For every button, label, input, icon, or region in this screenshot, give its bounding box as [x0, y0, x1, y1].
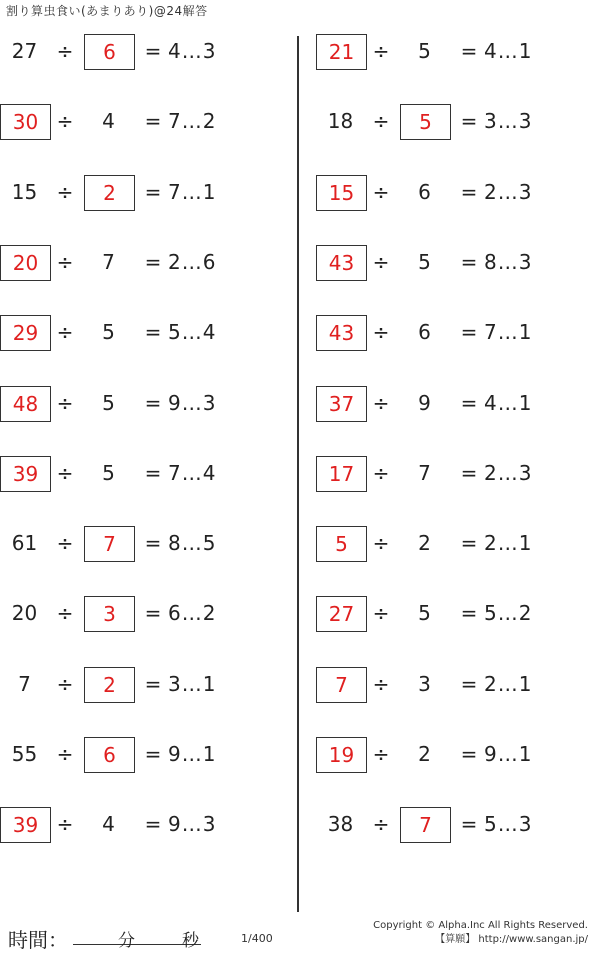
quotient-remainder: 7…1: [484, 320, 533, 344]
dividend: 55: [11, 742, 38, 766]
divisor: 7: [102, 250, 115, 274]
problem-row: [316, 456, 600, 492]
divisor: 4: [102, 812, 115, 836]
site-link[interactable]: 【算願】 http://www.sangan.jp/: [435, 934, 588, 945]
dividend-answer-box: 17: [316, 456, 367, 492]
equals-sign: =: [460, 601, 478, 625]
divide-sign: ÷: [56, 672, 74, 696]
problem-row: [316, 34, 600, 70]
divide-sign: ÷: [372, 461, 390, 485]
dividend-answer-box: 39: [0, 807, 51, 843]
quotient-remainder: 4…3: [168, 39, 217, 63]
quotient-remainder: 8…3: [484, 250, 533, 274]
divide-sign: ÷: [372, 391, 390, 415]
divide-sign: ÷: [372, 531, 390, 555]
problem-row: [316, 104, 600, 140]
divisor-answer-box: 7: [84, 526, 135, 562]
divide-sign: ÷: [372, 180, 390, 204]
problem-row: [316, 737, 600, 773]
dividend-answer-box: 5: [316, 526, 367, 562]
dividend: 20: [11, 601, 38, 625]
problem-row: [0, 596, 290, 632]
equals-sign: =: [460, 109, 478, 133]
equals-sign: =: [460, 180, 478, 204]
divide-sign: ÷: [372, 39, 390, 63]
dividend-answer-box: 21: [316, 34, 367, 70]
quotient-remainder: 3…3: [484, 109, 533, 133]
divide-sign: ÷: [56, 180, 74, 204]
divide-sign: ÷: [372, 320, 390, 344]
divisor-answer-box: 3: [84, 596, 135, 632]
divisor: 6: [418, 320, 431, 344]
divisor: 5: [102, 320, 115, 344]
dividend-answer-box: 48: [0, 386, 51, 422]
quotient-remainder: 9…1: [484, 742, 533, 766]
copyright-block: [373, 919, 588, 947]
quotient-remainder: 7…4: [168, 461, 217, 485]
problem-row: [0, 526, 290, 562]
dividend-answer-box: 43: [316, 245, 367, 281]
divisor-answer-box: 6: [84, 737, 135, 773]
divide-sign: ÷: [56, 461, 74, 485]
equals-sign: =: [460, 461, 478, 485]
divide-sign: ÷: [372, 601, 390, 625]
problem-row: [316, 175, 600, 211]
equals-sign: =: [460, 531, 478, 555]
problem-row: [0, 315, 290, 351]
problem-row: [316, 386, 600, 422]
divide-sign: ÷: [372, 109, 390, 133]
divisor-answer-box: 7: [400, 807, 451, 843]
equals-sign: =: [460, 742, 478, 766]
divisor-answer-box: 5: [400, 104, 451, 140]
problem-row: [0, 737, 290, 773]
quotient-remainder: 4…1: [484, 391, 533, 415]
quotient-remainder: 5…2: [484, 601, 533, 625]
problem-row: [0, 667, 290, 703]
equals-sign: =: [460, 39, 478, 63]
copyright-text: Copyright © Alpha.Inc All Rights Reserved.: [373, 920, 588, 931]
problem-row: [0, 245, 290, 281]
quotient-remainder: 2…3: [484, 180, 533, 204]
equals-sign: =: [144, 672, 162, 696]
divisor-answer-box: 6: [84, 34, 135, 70]
dividend-answer-box: 19: [316, 737, 367, 773]
quotient-remainder: 9…3: [168, 812, 217, 836]
equals-sign: =: [460, 320, 478, 344]
time-label: 時間：: [8, 928, 68, 952]
dividend: 7: [18, 672, 31, 696]
quotient-remainder: 3…1: [168, 672, 217, 696]
dividend-answer-box: 43: [316, 315, 367, 351]
quotient-remainder: 7…2: [168, 109, 217, 133]
quotient-remainder: 2…1: [484, 531, 533, 555]
dividend-answer-box: 15: [316, 175, 367, 211]
dividend: 18: [327, 109, 354, 133]
dividend: 27: [11, 39, 38, 63]
equals-sign: =: [144, 391, 162, 415]
divisor: 6: [418, 180, 431, 204]
divisor: 5: [418, 250, 431, 274]
divisor: 5: [102, 391, 115, 415]
divide-sign: ÷: [372, 250, 390, 274]
equals-sign: =: [460, 672, 478, 696]
minutes-label: 分: [118, 931, 135, 951]
divisor: 4: [102, 109, 115, 133]
dividend-answer-box: 39: [0, 456, 51, 492]
equals-sign: =: [144, 601, 162, 625]
dividend: 15: [11, 180, 38, 204]
quotient-remainder: 2…3: [484, 461, 533, 485]
equals-sign: =: [144, 742, 162, 766]
seconds-label: 秒: [182, 931, 199, 951]
problem-row: [0, 175, 290, 211]
divisor: 5: [418, 601, 431, 625]
divide-sign: ÷: [56, 250, 74, 274]
equals-sign: =: [144, 812, 162, 836]
page-number: 1/400: [241, 932, 273, 945]
quotient-remainder: 9…1: [168, 742, 217, 766]
divide-sign: ÷: [56, 109, 74, 133]
dividend-answer-box: 29: [0, 315, 51, 351]
divide-sign: ÷: [56, 39, 74, 63]
quotient-remainder: 6…2: [168, 601, 217, 625]
divisor: 3: [418, 672, 431, 696]
quotient-remainder: 5…4: [168, 320, 217, 344]
divisor-answer-box: 2: [84, 667, 135, 703]
problem-row: [0, 34, 290, 70]
quotient-remainder: 8…5: [168, 531, 217, 555]
problem-row: [0, 386, 290, 422]
quotient-remainder: 2…1: [484, 672, 533, 696]
divide-sign: ÷: [56, 531, 74, 555]
dividend: 61: [11, 531, 38, 555]
column-divider: [297, 36, 299, 912]
divide-sign: ÷: [372, 812, 390, 836]
equals-sign: =: [144, 39, 162, 63]
equals-sign: =: [460, 391, 478, 415]
divide-sign: ÷: [56, 812, 74, 836]
quotient-remainder: 4…1: [484, 39, 533, 63]
divisor: 2: [418, 742, 431, 766]
divide-sign: ÷: [56, 320, 74, 344]
dividend-answer-box: 20: [0, 245, 51, 281]
worksheet-title: 割り算虫食い(あまりあり)@24解答: [6, 4, 208, 18]
problem-row: [0, 104, 290, 140]
equals-sign: =: [144, 109, 162, 133]
divisor: 2: [418, 531, 431, 555]
problem-row: [316, 526, 600, 562]
problem-row: [316, 315, 600, 351]
equals-sign: =: [144, 180, 162, 204]
quotient-remainder: 2…6: [168, 250, 217, 274]
dividend-answer-box: 7: [316, 667, 367, 703]
divide-sign: ÷: [56, 391, 74, 415]
divisor: 9: [418, 391, 431, 415]
equals-sign: =: [460, 250, 478, 274]
problem-row: [0, 456, 290, 492]
equals-sign: =: [144, 461, 162, 485]
equals-sign: =: [460, 812, 478, 836]
problem-row: [316, 807, 600, 843]
divisor: 5: [418, 39, 431, 63]
problem-row: [316, 667, 600, 703]
divisor-answer-box: 2: [84, 175, 135, 211]
dividend-answer-box: 37: [316, 386, 367, 422]
problem-row: [0, 807, 290, 843]
divisor: 7: [418, 461, 431, 485]
quotient-remainder: 9…3: [168, 391, 217, 415]
quotient-remainder: 7…1: [168, 180, 217, 204]
equals-sign: =: [144, 320, 162, 344]
quotient-remainder: 5…3: [484, 812, 533, 836]
divide-sign: ÷: [56, 601, 74, 625]
problem-row: [316, 596, 600, 632]
divide-sign: ÷: [372, 672, 390, 696]
equals-sign: =: [144, 250, 162, 274]
dividend: 38: [327, 812, 354, 836]
divide-sign: ÷: [56, 742, 74, 766]
divide-sign: ÷: [372, 742, 390, 766]
dividend-answer-box: 30: [0, 104, 51, 140]
equals-sign: =: [144, 531, 162, 555]
dividend-answer-box: 27: [316, 596, 367, 632]
divisor: 5: [102, 461, 115, 485]
problem-row: [316, 245, 600, 281]
